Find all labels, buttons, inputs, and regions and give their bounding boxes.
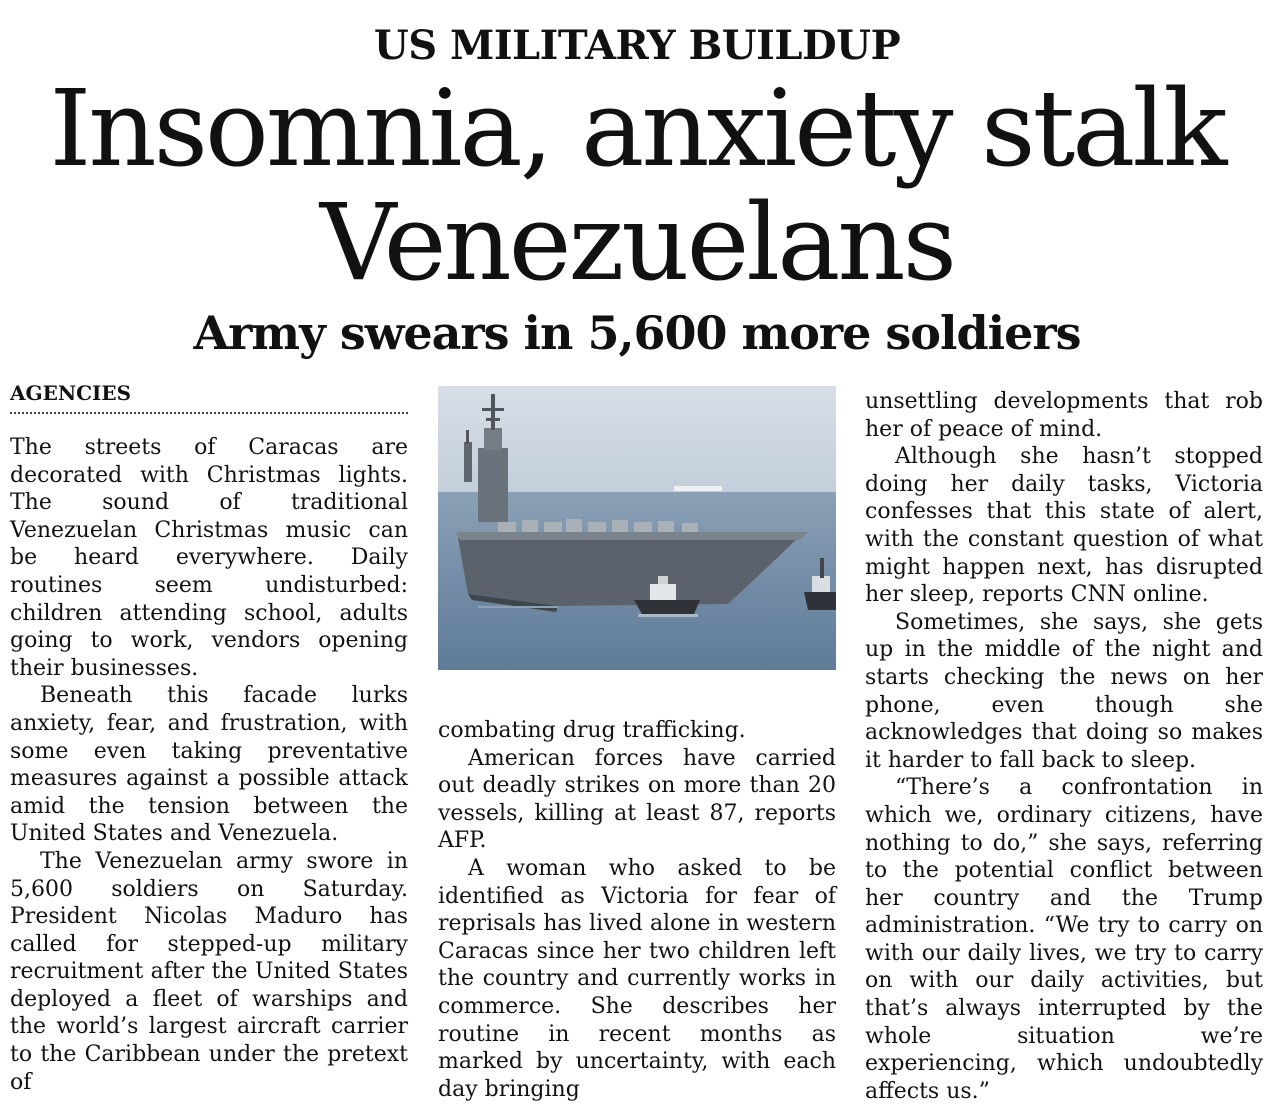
paragraph: The streets of Caracas are decorated with Christmas lights. The sound of traditional Venezuelan Christmas music can be heard everywhere. Daily routines seem undisturbed: children attending school, adults going to work, vendors opening their businesses. [10, 435, 408, 681]
subheadline: Army swears in 5,600 more soldiers [193, 306, 1081, 360]
column-2 [438, 717, 836, 1103]
aircraft-carrier-photo [438, 386, 836, 670]
paragraph: Beneath this facade lurks anxiety, fear, and frustration, with some even taking preventative measures against a possible attack amid the tension between the United States and Venezuela. [10, 683, 408, 847]
paragraph: Sometimes, she says, she gets up in the middle of the night and starts checking the news on her phone, even though she acknowledges that doing so makes it harder to fall back to sleep. [865, 609, 1263, 773]
paragraph: American forces have carried out deadly strikes on more than 20 vessels, killing at least 87, reports AFP. [438, 745, 836, 854]
kicker: US MILITARY BUILDUP [373, 22, 901, 69]
headline-line-1: Insomnia, anxiety stalk [49, 67, 1225, 190]
paragraph: “There’s a confrontation in which we, ordinary citizens, have nothing to do,” she says, referring to the potential conflict between her country and the Trump administration. “We try to carry on with our daily lives, we try to carry on with our daily activities, but that’s always interrupted by the whole situation we’re experiencing, which undoubtedly affects us.” [865, 775, 1263, 1104]
paragraph: A woman who asked to be identified as Victoria for fear of reprisals has lived alone in western Caracas since her two children left the country and currently works in commerce. She describes her routine in recent months as marked by uncertainty, with each day bringing [438, 855, 836, 1102]
byline: AGENCIES [10, 380, 408, 414]
paragraph: unsettling developments that rob her of peace of mind. [865, 389, 1263, 442]
column-3 [865, 388, 1263, 1105]
paragraph: combating drug trafficking. [438, 718, 746, 743]
paragraph: Although she hasn’t stopped doing her daily tasks, Victoria confesses that this state of alert, with the constant question of what might happen next, has disrupted her sleep, reports CNN online. [865, 444, 1263, 608]
headline [0, 67, 1274, 304]
column-1 [10, 434, 408, 1096]
paragraph: The Venezuelan army swore in 5,600 soldiers on Saturday. President Nicolas Maduro has called for stepped-up military recruitment after the United States deployed a fleet of warships and the world’s largest aircraft carrier to the Caribbean under the pretext of [10, 848, 408, 1095]
headline-line-2: Venezuelans [319, 181, 955, 304]
